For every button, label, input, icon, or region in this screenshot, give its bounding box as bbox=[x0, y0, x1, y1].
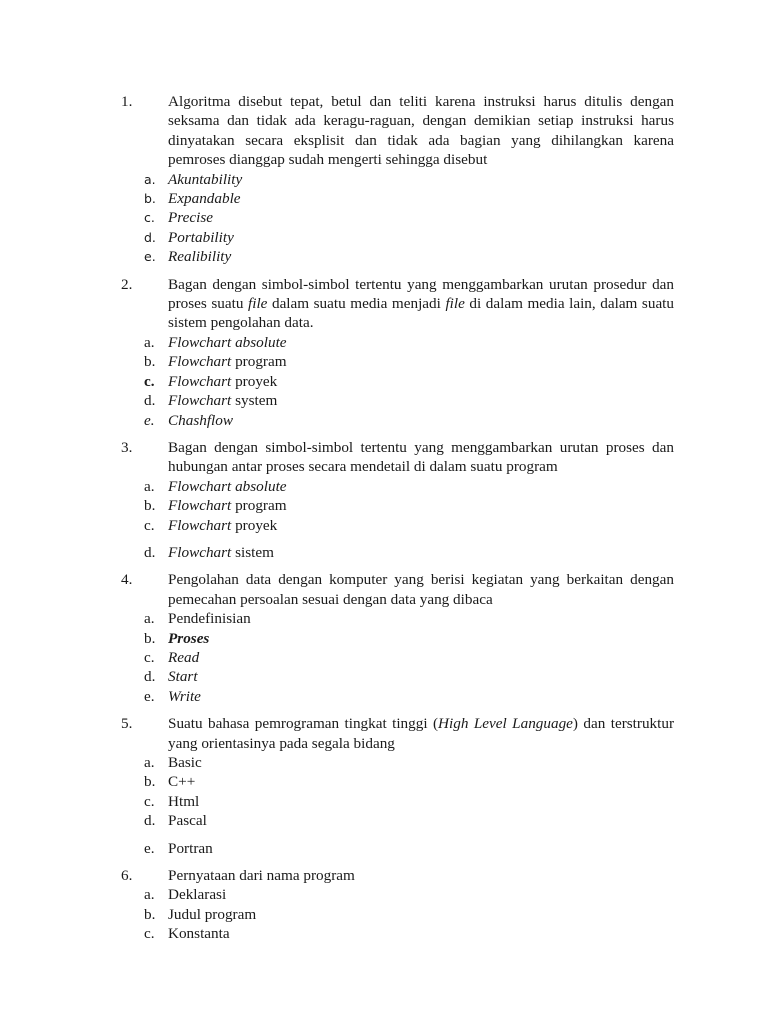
option-label bbox=[168, 905, 256, 924]
option-label bbox=[168, 208, 213, 227]
answer-option bbox=[144, 753, 674, 772]
text-run: Pendefinisian bbox=[168, 610, 251, 628]
option-label bbox=[168, 629, 209, 648]
option-letter: c. bbox=[144, 210, 155, 226]
option-label bbox=[168, 411, 233, 430]
text-run: Proses bbox=[168, 629, 210, 647]
text-run: Pernyataan dari nama program bbox=[168, 867, 355, 885]
question-text bbox=[168, 438, 674, 477]
question-body bbox=[144, 92, 674, 267]
option-letter: c. bbox=[144, 372, 155, 390]
question-text bbox=[168, 866, 674, 885]
option-letter: e. bbox=[144, 687, 155, 705]
answer-option bbox=[144, 391, 674, 410]
option-label bbox=[168, 543, 274, 562]
option-letter: e. bbox=[144, 411, 155, 429]
option-letter: b. bbox=[144, 497, 156, 515]
answer-option bbox=[144, 189, 674, 208]
question-item bbox=[121, 714, 674, 858]
answer-option bbox=[144, 411, 674, 430]
text-run: proyek bbox=[231, 516, 278, 534]
text-run: proyek bbox=[231, 372, 278, 390]
text-run: Chashflow bbox=[168, 411, 233, 429]
option-label bbox=[168, 687, 201, 706]
option-letter: c. bbox=[144, 792, 155, 810]
question-body bbox=[144, 275, 674, 430]
option-letter: b. bbox=[144, 191, 156, 207]
option-letter: a. bbox=[144, 477, 155, 495]
answer-option bbox=[144, 667, 674, 686]
text-run: Portran bbox=[168, 839, 213, 857]
text-run: Basic bbox=[168, 754, 202, 771]
text-run: Pascal bbox=[168, 812, 207, 830]
answer-option bbox=[144, 516, 674, 535]
option-label bbox=[168, 667, 198, 686]
option-label bbox=[168, 170, 242, 189]
question-number: 5. bbox=[121, 715, 133, 733]
text-run: Bagan dengan simbol-simbol tertentu yang menggambarkan urutan proses dan hubungan antar proses secara mendetail di dalam suatu program bbox=[168, 438, 674, 476]
option-letter: a. bbox=[144, 886, 155, 904]
answer-option bbox=[144, 772, 674, 791]
answer-options bbox=[144, 753, 674, 858]
option-letter: b. bbox=[144, 353, 156, 371]
text-run: ) dan terstruktur yang orientasinya pada segala bidang bbox=[168, 715, 674, 752]
option-letter: b. bbox=[144, 629, 156, 647]
option-letter: e. bbox=[144, 839, 155, 857]
text-run: file bbox=[248, 295, 268, 313]
question-body bbox=[144, 570, 674, 706]
option-letter: a. bbox=[144, 171, 156, 187]
answer-option bbox=[144, 648, 674, 667]
option-label bbox=[168, 648, 199, 667]
question-body bbox=[144, 866, 674, 944]
answer-option bbox=[144, 477, 674, 496]
text-run: Precise bbox=[168, 209, 213, 227]
answer-options bbox=[144, 609, 674, 706]
question-number: 3. bbox=[121, 438, 133, 456]
text-run: Bagan dengan simbol-simbol tertentu yang menggambarkan urutan prosedur dan proses suatu bbox=[168, 275, 674, 313]
answer-option bbox=[144, 839, 674, 858]
answer-option bbox=[144, 543, 674, 562]
option-label bbox=[168, 391, 277, 410]
option-label bbox=[168, 189, 241, 208]
answer-options bbox=[144, 333, 674, 430]
text-run: Flowchart bbox=[168, 497, 232, 515]
option-letter: c. bbox=[144, 648, 155, 666]
text-run: C++ bbox=[168, 773, 196, 791]
option-label bbox=[168, 352, 287, 371]
answer-option bbox=[144, 170, 674, 189]
text-run: Judul program bbox=[168, 905, 257, 923]
text-run: Pengolahan data dengan komputer yang berisi kegiatan yang berkaitan dengan pemecahan persoalan sesuai dengan data yang dibaca bbox=[168, 571, 674, 608]
answer-option bbox=[144, 811, 674, 830]
text-run: High Level Language bbox=[438, 715, 573, 733]
option-letter: b. bbox=[144, 773, 156, 791]
text-run: Flowchart absolute bbox=[168, 477, 287, 495]
option-letter: a. bbox=[144, 754, 155, 771]
option-letter: d. bbox=[144, 229, 156, 245]
option-label bbox=[168, 792, 199, 811]
option-label bbox=[168, 839, 213, 858]
answer-option bbox=[144, 609, 674, 628]
option-label bbox=[168, 228, 234, 247]
text-run: Realibility bbox=[168, 248, 232, 266]
text-run: Flowchart bbox=[168, 392, 232, 410]
option-letter: d. bbox=[144, 668, 156, 686]
answer-option bbox=[144, 228, 674, 247]
question-item bbox=[121, 866, 674, 944]
answer-option bbox=[144, 352, 674, 371]
option-letter: d. bbox=[144, 812, 156, 830]
text-run: sistem bbox=[231, 543, 274, 561]
option-letter: c. bbox=[144, 516, 155, 534]
option-letter: a. bbox=[144, 610, 155, 628]
answer-option bbox=[144, 247, 674, 266]
answer-option bbox=[144, 372, 674, 391]
option-letter: c. bbox=[144, 925, 155, 943]
answer-option bbox=[144, 905, 674, 924]
text-run: Write bbox=[168, 687, 201, 705]
option-label bbox=[168, 609, 251, 628]
answer-options bbox=[144, 885, 674, 943]
emphasis-run bbox=[168, 630, 209, 647]
question-list bbox=[121, 92, 674, 944]
option-label bbox=[168, 247, 231, 266]
option-letter: a. bbox=[144, 333, 155, 351]
option-letter: d. bbox=[144, 543, 156, 561]
answer-option bbox=[144, 924, 674, 943]
text-run: Expandable bbox=[168, 190, 241, 208]
option-letter: e. bbox=[144, 249, 156, 265]
text-run: program bbox=[231, 497, 287, 515]
text-run: Flowchart bbox=[168, 516, 232, 534]
answer-options bbox=[144, 477, 674, 563]
text-run: Portability bbox=[168, 228, 234, 246]
option-label bbox=[168, 885, 226, 904]
question-body bbox=[144, 438, 674, 562]
text-run: Flowchart bbox=[168, 353, 232, 371]
question-number: 6. bbox=[121, 867, 133, 885]
question-text bbox=[168, 714, 674, 753]
answer-option bbox=[144, 629, 674, 648]
text-run: di dalam media lain, dalam suatu sistem pengolahan data. bbox=[168, 295, 674, 332]
text-run: Konstanta bbox=[168, 925, 230, 943]
question-number: 4. bbox=[121, 571, 133, 589]
option-letter: b. bbox=[144, 905, 156, 923]
question-text bbox=[168, 92, 674, 170]
question-item bbox=[121, 570, 674, 706]
text-run: Deklarasi bbox=[168, 886, 227, 904]
question-text bbox=[168, 570, 674, 609]
text-run: Flowchart bbox=[168, 372, 232, 390]
text-run: Akuntability bbox=[168, 170, 243, 188]
text-run: system bbox=[231, 392, 278, 410]
question-body bbox=[144, 714, 674, 858]
answer-option bbox=[144, 792, 674, 811]
option-label bbox=[168, 811, 207, 830]
option-label bbox=[168, 772, 195, 791]
question-item bbox=[121, 275, 674, 430]
question-number: 2. bbox=[121, 275, 133, 293]
option-label bbox=[168, 516, 277, 535]
option-label bbox=[168, 753, 202, 772]
answer-option bbox=[144, 496, 674, 515]
option-label bbox=[168, 477, 287, 496]
question-item bbox=[121, 92, 674, 267]
answer-option bbox=[144, 687, 674, 706]
answer-option bbox=[144, 333, 674, 352]
text-run: Start bbox=[168, 668, 198, 686]
text-run: file bbox=[445, 295, 465, 313]
text-run: Suatu bahasa pemrograman tingkat tinggi ( bbox=[168, 715, 439, 733]
text-run: Html bbox=[168, 792, 200, 810]
answer-option bbox=[144, 208, 674, 227]
text-run: dalam suatu media menjadi bbox=[267, 295, 446, 313]
question-number: 1. bbox=[121, 93, 133, 110]
question-item bbox=[121, 438, 674, 562]
text-run: Flowchart bbox=[168, 543, 232, 561]
answer-option bbox=[144, 885, 674, 904]
text-run: Algoritma disebut tepat, betul dan teliti karena instruksi harus ditulis dengan seksama dan tidak ada keragu-raguan, dengan demikian setiap instruksi harus dinyatakan secara eksplisit dan tidak ada bagian yang dihilangkan karena pemroses dianggap sudah mengerti sehingga disebut bbox=[168, 93, 674, 169]
option-label bbox=[168, 372, 277, 391]
option-label bbox=[168, 924, 230, 943]
answer-options bbox=[144, 170, 674, 267]
text-run: Flowchart absolute bbox=[168, 333, 287, 351]
text-run: program bbox=[231, 353, 287, 371]
option-label bbox=[168, 496, 287, 515]
option-letter: d. bbox=[144, 392, 156, 410]
question-text bbox=[168, 275, 674, 333]
option-label bbox=[168, 333, 287, 352]
text-run: Read bbox=[168, 648, 200, 666]
